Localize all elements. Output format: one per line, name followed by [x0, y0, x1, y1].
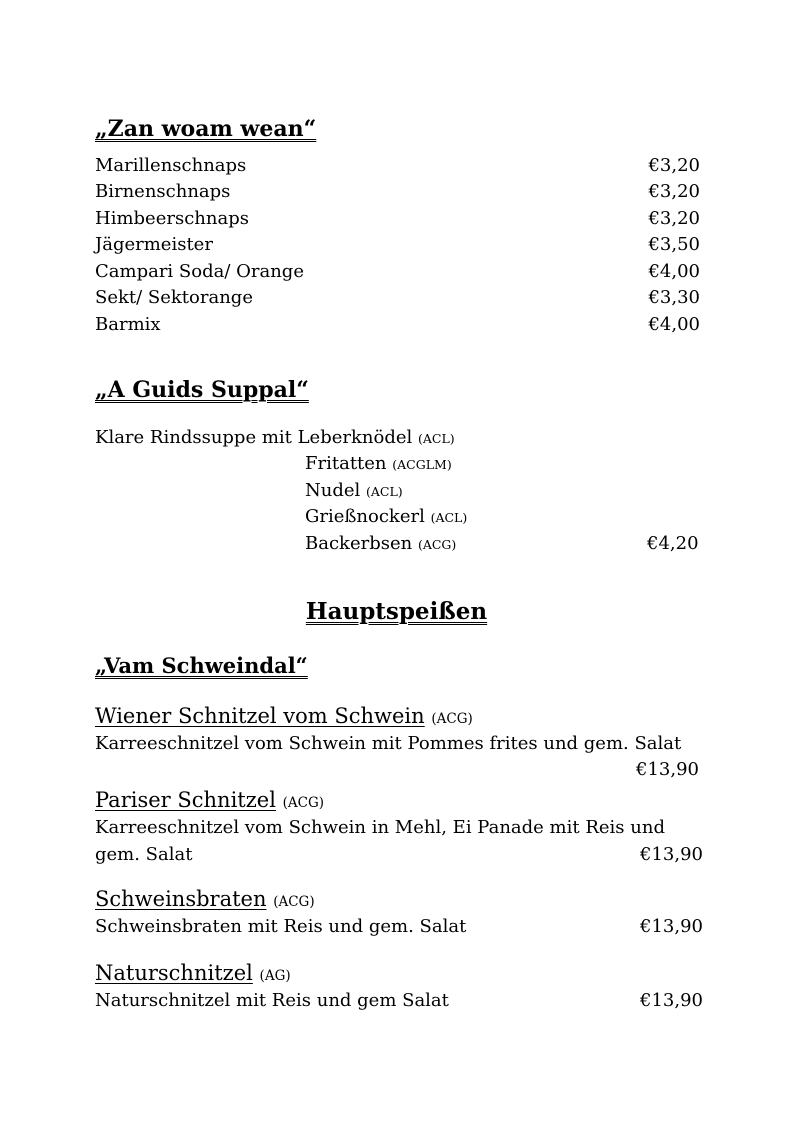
- dish-price: €13,90: [640, 844, 703, 865]
- dish-name: Wiener Schnitzel vom Schwein: [95, 704, 425, 728]
- section-heading: „Vam Schweindal“: [95, 653, 308, 678]
- item-price: €3,20: [648, 155, 700, 176]
- dish-price: €13,90: [640, 916, 703, 937]
- dish-title: [95, 703, 473, 732]
- dish-title: [95, 787, 324, 816]
- soup-base-name: Klare Rindssuppe mit Leberknödel: [95, 427, 413, 448]
- dish-description: Schweinsbraten mit Reis und gem. Salat: [95, 916, 467, 937]
- allergen-code: (ACG): [431, 711, 473, 727]
- menu-item: [95, 233, 700, 257]
- soups-heading: „A Guids Suppal“: [95, 377, 309, 403]
- allergen-code: (ACL): [418, 431, 455, 446]
- soup-base: [95, 426, 455, 451]
- dish-price: €13,90: [636, 759, 699, 780]
- allergen-code: (ACL): [366, 484, 403, 499]
- allergen-code: (ACG): [273, 894, 315, 910]
- dish-name: Pariser Schnitzel: [95, 788, 276, 812]
- item-price: €4,00: [648, 314, 700, 335]
- soup-option-name: Grießnockerl: [305, 506, 425, 527]
- menu-item: [95, 180, 700, 204]
- dish-title: [95, 960, 291, 989]
- soup-option: [305, 532, 456, 557]
- allergen-code: (ACG): [282, 795, 325, 811]
- dish-description: gem. Salat: [95, 844, 193, 865]
- menu-item: [95, 286, 700, 310]
- dish-price: €13,90: [640, 990, 703, 1011]
- soup-option: [305, 452, 452, 477]
- item-name: Birnenschnaps: [95, 181, 231, 202]
- item-price: €3,20: [648, 208, 700, 229]
- menu-item: [95, 260, 700, 284]
- drinks-heading: „Zan woam wean“: [95, 116, 317, 142]
- main-heading: [0, 598, 793, 625]
- menu-item: [95, 154, 700, 178]
- dish-name: Schweinsbraten: [95, 887, 267, 911]
- item-name: Barmix: [95, 314, 161, 335]
- dish-name: Naturschnitzel: [95, 961, 253, 985]
- item-name: Sekt/ Sektorange: [95, 287, 253, 308]
- soup-option-name: Nudel: [305, 480, 361, 501]
- item-name: Campari Soda/ Orange: [95, 261, 304, 282]
- soup-price: €4,20: [647, 533, 699, 554]
- menu-item: [95, 207, 700, 231]
- menu-item: [95, 313, 700, 337]
- allergen-code: (ACG): [417, 537, 457, 552]
- item-name: Himbeerschnaps: [95, 208, 249, 229]
- soup-option-name: Backerbsen: [305, 533, 413, 554]
- soup-option: [305, 479, 403, 504]
- item-price: €3,50: [648, 234, 700, 255]
- allergen-code: (ACL): [430, 510, 468, 525]
- soup-option: [305, 505, 467, 530]
- main-heading-text: Hauptspeißen: [305, 598, 488, 625]
- item-price: €4,00: [648, 261, 700, 282]
- dish-description: Karreeschnitzel vom Schwein mit Pommes frites und gem. Salat: [95, 733, 682, 754]
- item-name: Marillenschnaps: [95, 155, 247, 176]
- soup-option-name: Fritatten: [305, 453, 387, 474]
- item-price: €3,20: [648, 181, 700, 202]
- item-price: €3,30: [648, 287, 700, 308]
- dish-description: Karreeschnitzel vom Schwein in Mehl, Ei Panade mit Reis und: [95, 817, 665, 838]
- allergen-code: (AG): [259, 968, 291, 984]
- dish-description: Naturschnitzel mit Reis und gem Salat: [95, 990, 449, 1011]
- allergen-code: (ACGLM): [392, 457, 452, 472]
- item-name: Jägermeister: [95, 234, 213, 255]
- dish-title: [95, 886, 315, 915]
